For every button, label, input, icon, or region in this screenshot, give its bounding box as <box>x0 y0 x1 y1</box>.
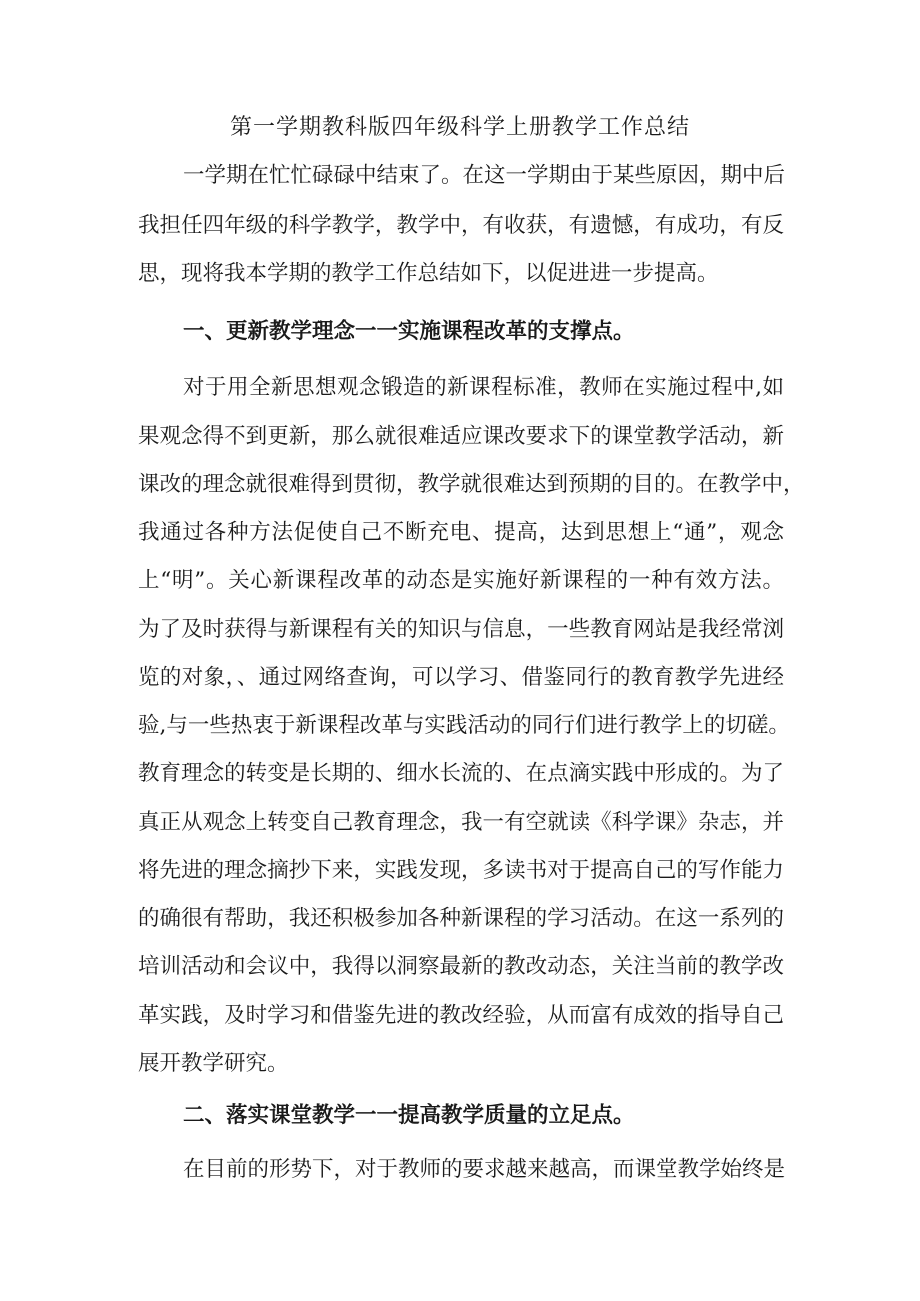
paragraph-line: 览的对象，、通过网络查询，可以学习、借鉴同行的教育教学先进经 <box>138 665 784 690</box>
paragraph-line: 上“明”。关心新课程改革的动态是实施好新课程的一种有效方法。 <box>138 568 784 593</box>
paragraph-line: 在目前的形势下，对于教师的要求越来越高，而课堂教学始终是 <box>183 1157 786 1182</box>
paragraph-line: 课改的理念就很难得到贯彻，教学就很难达到预期的目的。在教学中， <box>138 472 805 497</box>
paragraph-line: 对于用全新思想观念锻造的新课程标准，教师在实施过程中,如 <box>183 375 784 400</box>
paragraph-line: 革实践，及时学习和借鉴先进的教改经验，从而富有成效的指导自己 <box>138 1003 784 1028</box>
paragraph-line: 将先进的理念摘抄下来，实践发现，多读书对于提高自己的写作能力 <box>138 858 784 883</box>
paragraph-line: 展开教学研究。 <box>138 1051 289 1076</box>
paragraph-line: 验,与一些热衷于新课程改革与实践活动的同行们进行教学上的切磋。 <box>138 713 790 738</box>
intro-line: 思，现将我本学期的教学工作总结如下，以促进进一步提高。 <box>138 261 719 286</box>
intro-line: 我担任四年级的科学教学，教学中，有收获，有遗憾，有成功，有反 <box>138 213 784 238</box>
paragraph-line: 教育理念的转变是长期的、细水长流的、在点滴实践中形成的。为了 <box>138 761 784 786</box>
section-heading-2: 二、落实课堂教学一一提高教学质量的立足点。 <box>183 1103 635 1128</box>
paragraph-line: 真正从观念上转变自己教育理念，我一有空就读《科学课》杂志，并 <box>138 810 784 835</box>
paragraph-line: 的确很有帮助，我还积极参加各种新课程的学习活动。在这一系列的 <box>138 906 784 931</box>
document-title: 第一学期教科版四年级科学上册教学工作总结 <box>229 115 690 140</box>
paragraph-line: 培训活动和会议中，我得以洞察最新的教改动态，关注当前的教学改 <box>138 954 784 979</box>
paragraph-line: 果观念得不到更新，那么就很难适应课改要求下的课堂教学活动，新 <box>138 424 784 449</box>
paragraph-line: 为了及时获得与新课程有关的知识与信息，一些教育网站是我经常浏 <box>138 617 784 642</box>
paragraph-line: 我通过各种方法促使自己不断充电、提高，达到思想上“通”，观念 <box>138 520 784 545</box>
section-heading-1: 一、更新教学理念一一实施课程改革的支撑点。 <box>183 319 635 344</box>
intro-line: 一学期在忙忙碌碌中结束了。在这一学期由于某些原因，期中后 <box>183 163 786 188</box>
